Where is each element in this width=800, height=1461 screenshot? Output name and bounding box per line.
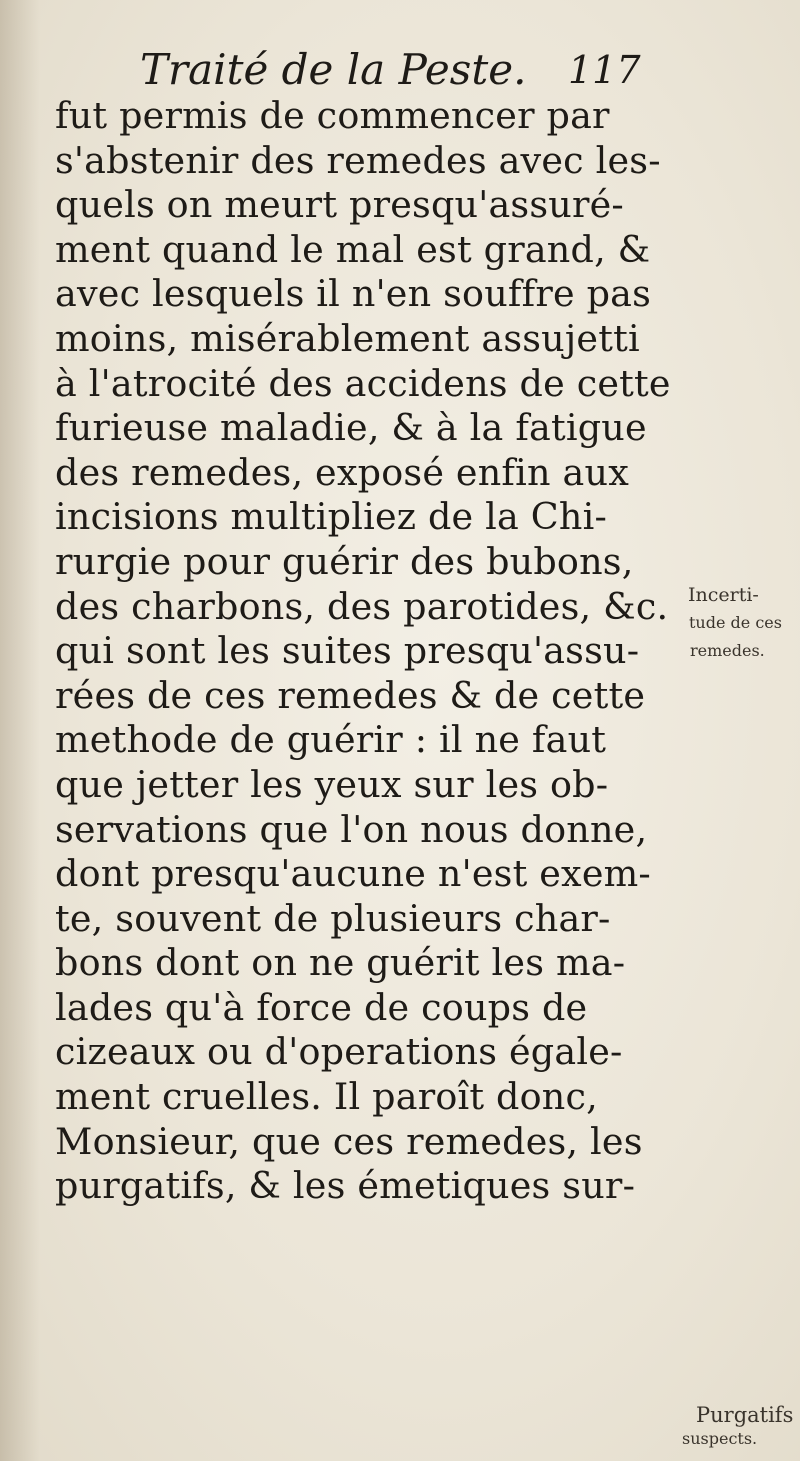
text-line: methode de guérir : il ne faut xyxy=(55,718,607,762)
text-line: qui sont les suites presqu'assu- xyxy=(55,629,640,673)
text-line: incisions multipliez de la Chi- xyxy=(55,495,608,539)
margin-note-line: Incerti- xyxy=(688,584,759,606)
text-line: dont presqu'aucune n'est exem- xyxy=(55,852,651,896)
text-line: servations que l'on nous donne, xyxy=(55,807,648,851)
text-line: fut permis de commencer par xyxy=(55,94,610,137)
margin-note-line: Purgatifs xyxy=(696,1403,794,1427)
body-text xyxy=(55,94,671,1209)
page-number: 117 xyxy=(568,48,641,92)
text-line: ment cruelles. Il paroît donc, xyxy=(55,1075,598,1119)
text-line: moins, misérablement assujetti xyxy=(55,316,640,360)
margin-note-line: tude de ces xyxy=(689,613,782,632)
text-line: des charbons, des parotides, &c. xyxy=(55,584,669,628)
text-line: Monsieur, que ces remedes, les xyxy=(55,1119,643,1163)
text-line: quels on meurt presqu'assuré- xyxy=(55,183,624,227)
text-line: furieuse maladie, & à la fatigue xyxy=(55,406,647,450)
text-line: lades qu'à force de coups de xyxy=(55,985,588,1029)
running-title: Traité de la Peste. xyxy=(140,45,527,94)
text-line: rées de ces remedes & de cette xyxy=(55,673,646,717)
margin-note-incertitude xyxy=(688,581,782,665)
text-line: purgatifs, & les émetiques sur- xyxy=(55,1164,636,1208)
text-line: cizeaux ou d'operations égale- xyxy=(55,1030,623,1074)
margin-note-purgatifs xyxy=(682,1404,793,1450)
text-line: que jetter les yeux sur les ob- xyxy=(55,762,609,806)
text-line: te, souvent de plusieurs char- xyxy=(55,896,611,940)
text-line: rurgie pour guérir des bubons, xyxy=(55,539,634,583)
text-line: s'abstenir des remedes avec les- xyxy=(55,138,661,182)
text-line: avec lesquels il n'en souffre pas xyxy=(55,272,652,316)
text-line: ment quand le mal est grand, & xyxy=(55,227,651,271)
text-line: à l'atrocité des accidens de cette xyxy=(55,361,671,405)
page-gutter-shadow xyxy=(0,0,40,1461)
margin-note-line: remedes. xyxy=(690,641,765,660)
text-line: des remedes, exposé enfin aux xyxy=(55,450,629,494)
text-line: bons dont on ne guérit les ma- xyxy=(55,941,626,985)
margin-note-line: suspects. xyxy=(682,1429,758,1448)
running-header xyxy=(140,40,740,100)
